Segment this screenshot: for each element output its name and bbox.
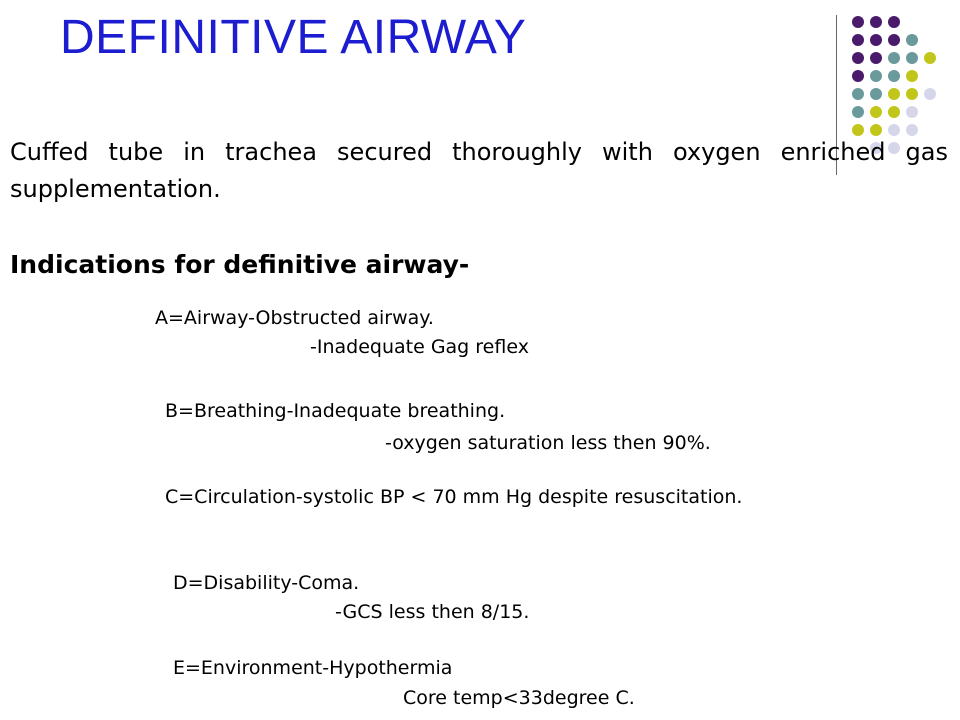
indication-line-disability: D=Disability-Coma. <box>173 572 360 594</box>
indications-heading: Indications for definitive airway- <box>10 250 470 279</box>
decorative-dot <box>924 88 936 100</box>
decorative-dot <box>870 106 882 118</box>
slide-title: DEFINITIVE AIRWAY <box>60 11 527 64</box>
decorative-dot <box>906 70 918 82</box>
intro-text: Cuffed tube in trachea secured thoroughly with oxygen enriched gas supplementation. <box>10 138 948 203</box>
decorative-dot <box>906 88 918 100</box>
decorative-dot <box>870 34 882 46</box>
decorative-dot <box>852 16 864 28</box>
indication-line-gag-reflex: -Inadequate Gag reflex <box>310 336 529 358</box>
decorative-dot <box>852 88 864 100</box>
decorative-dot <box>870 70 882 82</box>
decorative-dot <box>888 52 900 64</box>
indication-line-gcs: -GCS less then 8/15. <box>335 601 530 623</box>
decorative-dot <box>870 88 882 100</box>
indication-line-circulation: C=Circulation-systolic BP < 70 mm Hg despite resuscitation. <box>165 486 743 508</box>
decorative-dot <box>852 52 864 64</box>
indication-line-breathing: B=Breathing-Inadequate breathing. <box>165 400 506 422</box>
decorative-dot <box>870 52 882 64</box>
decorative-dot <box>906 52 918 64</box>
indication-line-airway: A=Airway-Obstructed airway. <box>155 307 434 329</box>
decorative-dot <box>852 34 864 46</box>
decorative-dot <box>852 70 864 82</box>
decorative-dot <box>888 70 900 82</box>
decorative-dot <box>888 34 900 46</box>
indication-line-environment: E=Environment-Hypothermia <box>173 657 453 679</box>
decorative-dot <box>870 16 882 28</box>
indication-line-core-temp: Core temp<33degree C. <box>403 687 635 709</box>
decorative-dot <box>888 88 900 100</box>
decorative-dot <box>906 106 918 118</box>
decorative-dot <box>888 106 900 118</box>
decorative-dot <box>888 16 900 28</box>
decorative-dot <box>852 106 864 118</box>
decorative-dot <box>924 52 936 64</box>
decorative-dot <box>906 34 918 46</box>
indication-line-oxygen-saturation: -oxygen saturation less then 90%. <box>385 432 711 454</box>
